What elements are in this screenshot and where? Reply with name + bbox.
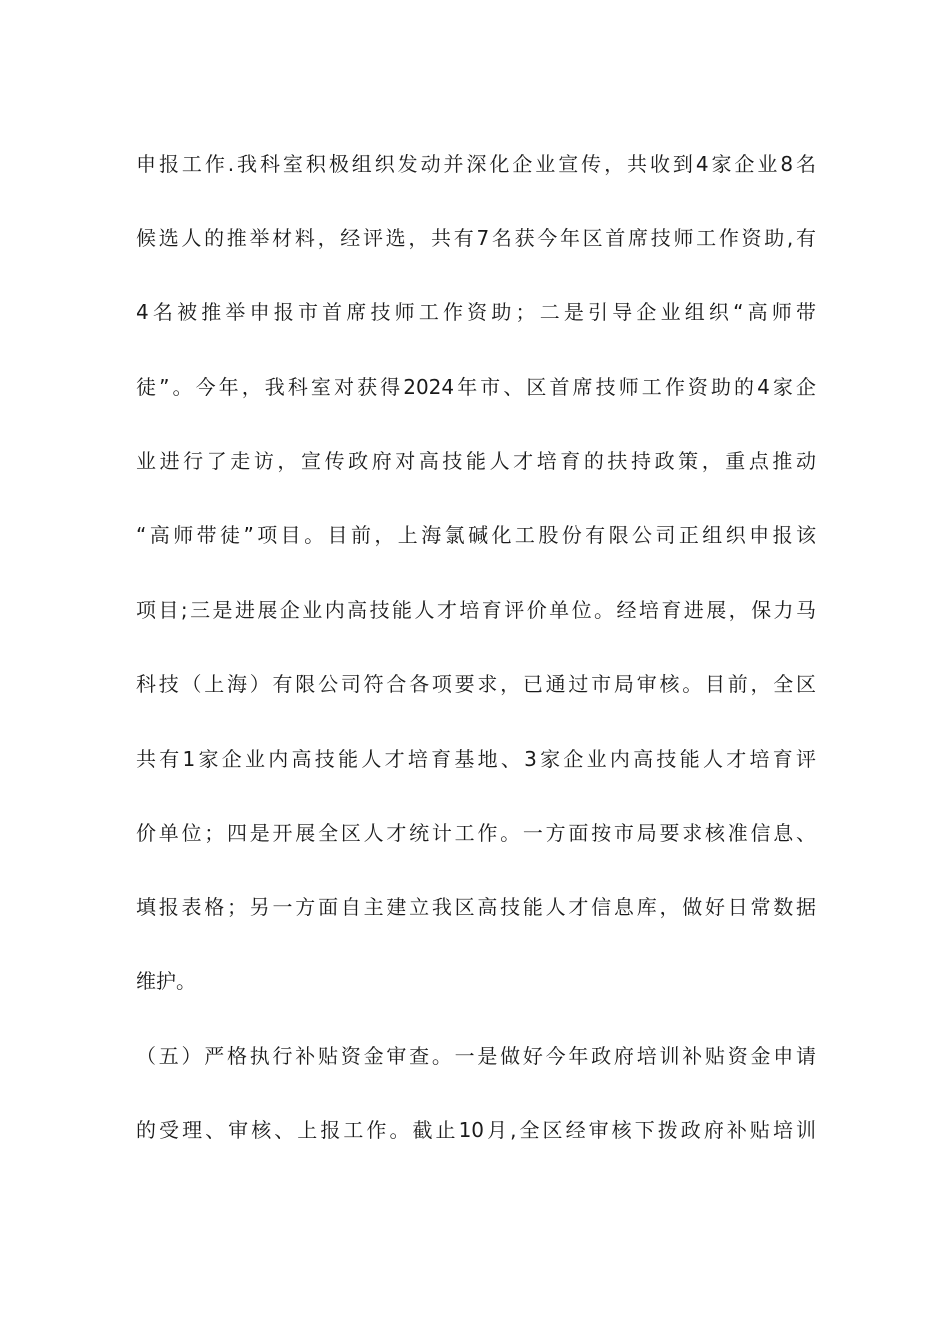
text-line-1: 申报工作.我科室积极组织发动并深化企业宣传，共收到4家企业8名 [136,152,816,176]
text-line-5: 业进行了走访，宣传政府对高技能人才培育的扶持政策，重点推动 [136,449,816,473]
text-line-8: 科技（上海）有限公司符合各项要求，已通过市局审核。目前，全区 [136,672,816,696]
text-line-11: 填报表格；另一方面自主建立我区高技能人才信息库，做好日常数据 [136,895,816,919]
text-line-12: 维护。 [136,969,196,993]
text-line-3: 4名被推举申报市首席技师工作资助；二是引导企业组织“高师带 [136,300,816,324]
text-line-2: 候选人的推举材料，经评选，共有7名获今年区首席技师工作资助,有 [136,226,816,250]
text-line-9: 共有1家企业内高技能人才培育基地、3家企业内高技能人才培育评 [136,747,816,771]
text-line-6: “高师带徒”项目。目前，上海氯碱化工股份有限公司正组织申报该 [136,523,816,547]
text-line-14: 的受理、审核、上报工作。截止10月,全区经审核下拨政府补贴培训 [136,1118,816,1142]
text-line-4: 徒”。今年，我科室对获得2024年市、区首席技师工作资助的4家企 [136,375,816,399]
text-line-7: 项目;三是进展企业内高技能人才培育评价单位。经培育进展，保力马 [136,598,816,622]
text-line-13: （五）严格执行补贴资金审查。一是做好今年政府培训补贴资金申请 [136,1044,816,1068]
text-line-10: 价单位；四是开展全区人才统计工作。一方面按市局要求核准信息、 [136,821,816,845]
